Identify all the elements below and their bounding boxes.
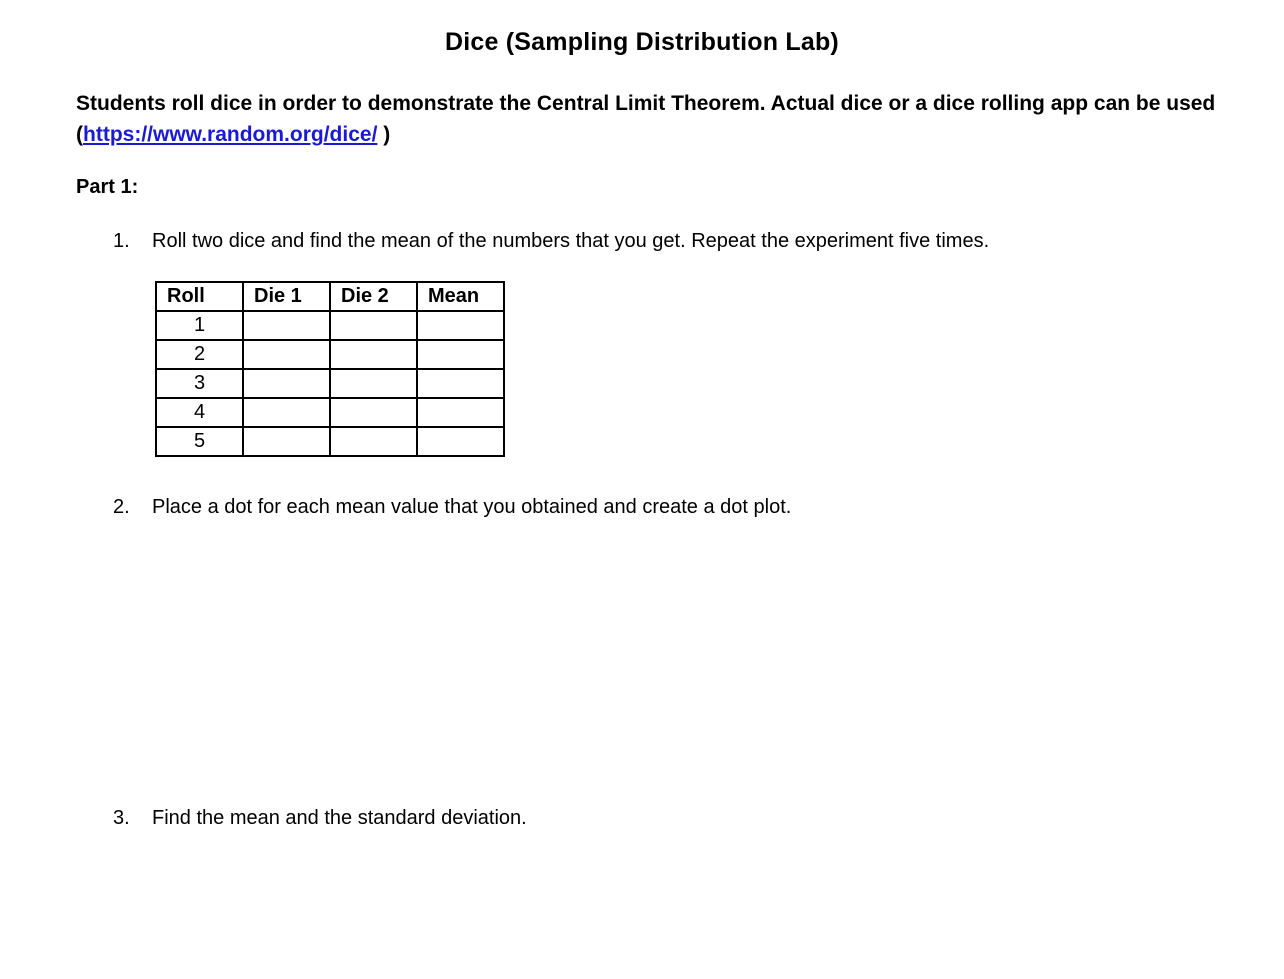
intro-text: Students roll dice in order to demonstrate the Central Limit Theorem. Actual dice or a dice rolling app can be used (: [76, 92, 1216, 146]
intro-paragraph: [76, 88, 1216, 150]
mean-cell: [417, 398, 504, 427]
question-2: [113, 496, 791, 519]
mean-cell: [417, 340, 504, 369]
roll-number: 1: [156, 311, 243, 340]
header-mean: Mean: [417, 282, 504, 311]
table-row: [156, 311, 504, 340]
roll-number: 3: [156, 369, 243, 398]
question-number: 2.: [113, 496, 130, 518]
die-2-cell: [330, 311, 417, 340]
table-row: [156, 340, 504, 369]
header-die-1: Die 1: [243, 282, 330, 311]
die-2-cell: [330, 398, 417, 427]
die-1-cell: [243, 340, 330, 369]
die-2-cell: [330, 340, 417, 369]
roll-number: 2: [156, 340, 243, 369]
question-1: [113, 230, 989, 253]
die-1-cell: [243, 311, 330, 340]
roll-table: [155, 281, 505, 457]
roll-number: 5: [156, 427, 243, 456]
table-row: [156, 369, 504, 398]
dice-app-link[interactable]: https://www.random.org/dice/: [83, 123, 378, 146]
roll-number: 4: [156, 398, 243, 427]
table-row: [156, 398, 504, 427]
table-row: [156, 427, 504, 456]
part-label: Part 1:: [76, 176, 139, 198]
intro-close: ): [377, 123, 391, 146]
die-1-cell: [243, 427, 330, 456]
question-text: Roll two dice and find the mean of the numbers that you get. Repeat the experiment five times.: [152, 230, 990, 252]
die-1-cell: [243, 369, 330, 398]
die-2-cell: [330, 369, 417, 398]
header-die-2: Die 2: [330, 282, 417, 311]
question-text: Find the mean and the standard deviation.: [152, 807, 527, 829]
die-1-cell: [243, 398, 330, 427]
header-roll: Roll: [156, 282, 243, 311]
question-number: 1.: [113, 230, 130, 252]
mean-cell: [417, 427, 504, 456]
question-3: [113, 807, 527, 830]
mean-cell: [417, 369, 504, 398]
mean-cell: [417, 311, 504, 340]
question-number: 3.: [113, 807, 130, 829]
page-title: Dice (Sampling Distribution Lab): [445, 28, 839, 56]
die-2-cell: [330, 427, 417, 456]
table-header-row: [156, 282, 504, 311]
question-text: Place a dot for each mean value that you obtained and create a dot plot.: [152, 496, 792, 518]
